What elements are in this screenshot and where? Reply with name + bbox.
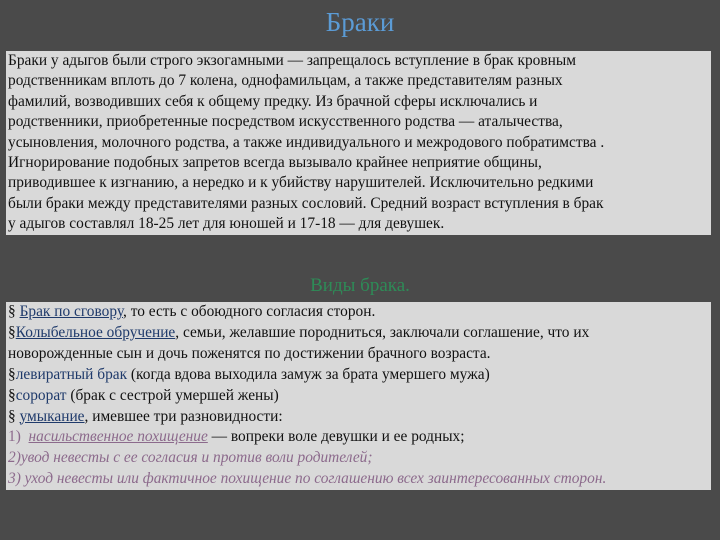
item-term: сорорат <box>15 386 67 404</box>
sub-item: 3) уход невесты или фактичное похищение по соглашению всех заинтересованных сторон. <box>8 470 607 488</box>
list-item <box>8 302 709 323</box>
item-text: , то есть с обоюдного согласия сторон. <box>123 303 376 320</box>
list-item <box>8 386 709 407</box>
sub-item-number: 1) <box>8 428 21 446</box>
intro-line: родственники, приобретенные посредством искусственного родства — аталычества, <box>8 113 563 131</box>
intro-line: приводившее к изгнанию, а нередко и к убийству нарушителей. Исключительно редкими <box>8 174 594 192</box>
bullet-icon: § <box>8 365 16 383</box>
item-term: Колыбельное обручение <box>15 323 176 341</box>
intro-line: были браки между представителями разных сословий. Средний возраст вступления в брак <box>8 194 604 212</box>
bullet-icon: § <box>8 407 16 425</box>
slide-title: Браки <box>325 7 395 37</box>
item-text: , имевшее три разновидности: <box>84 407 283 425</box>
bullet-icon: § <box>8 386 16 404</box>
bullet-icon: § <box>8 303 16 320</box>
intro-line: Браки у адыгов были строго экзогамными — запрещалось вступление в брак кровным <box>8 52 576 69</box>
item-term: умыкание <box>19 407 85 425</box>
intro-line: у адыгов составлял 18-25 лет для юношей и 17-18 — для девушек. <box>8 215 445 233</box>
item-text: (когда вдова выходила замуж за брата умершего мужа) <box>127 365 490 383</box>
intro-line: усыновления, молочного родства, а также индивидуального и межродового побратимства . <box>8 133 605 151</box>
bullet-icon: § <box>8 323 16 341</box>
sub-item: 2)увод невесты с ее согласия и против воли родителей; <box>8 449 373 467</box>
section-subtitle: Виды брака. <box>310 275 410 296</box>
sub-item-text: — вопреки воле девушки и ее родных; <box>207 428 465 446</box>
item-term: Брак по сговору <box>19 303 123 320</box>
sub-item <box>8 427 709 448</box>
list-item <box>8 365 709 386</box>
item-term: левиратный брак <box>15 365 128 383</box>
sub-item-term: насильственное похищение <box>28 428 208 446</box>
list-item-continuation: новорожденные сын и дочь поженятся по достижении брачного возраста. <box>8 344 491 362</box>
marriage-types-list <box>6 302 711 490</box>
intro-line: родственникам вплоть до 7 колена, однофамильцам, а также представителям разных <box>8 72 563 90</box>
list-item <box>8 407 709 428</box>
item-text: (брак с сестрой умершей жены) <box>66 386 279 404</box>
intro-line: Игнорирование подобных запретов всегда вызывало крайнее неприятие общины, <box>8 154 542 172</box>
intro-line: фамилий, возводивших себя к общему предку. Из брачной сферы исключались и <box>8 92 538 110</box>
intro-paragraph <box>6 51 711 235</box>
list-item <box>8 323 709 344</box>
item-text: , семьи, желавшие породниться, заключали соглашение, что их <box>175 323 590 341</box>
